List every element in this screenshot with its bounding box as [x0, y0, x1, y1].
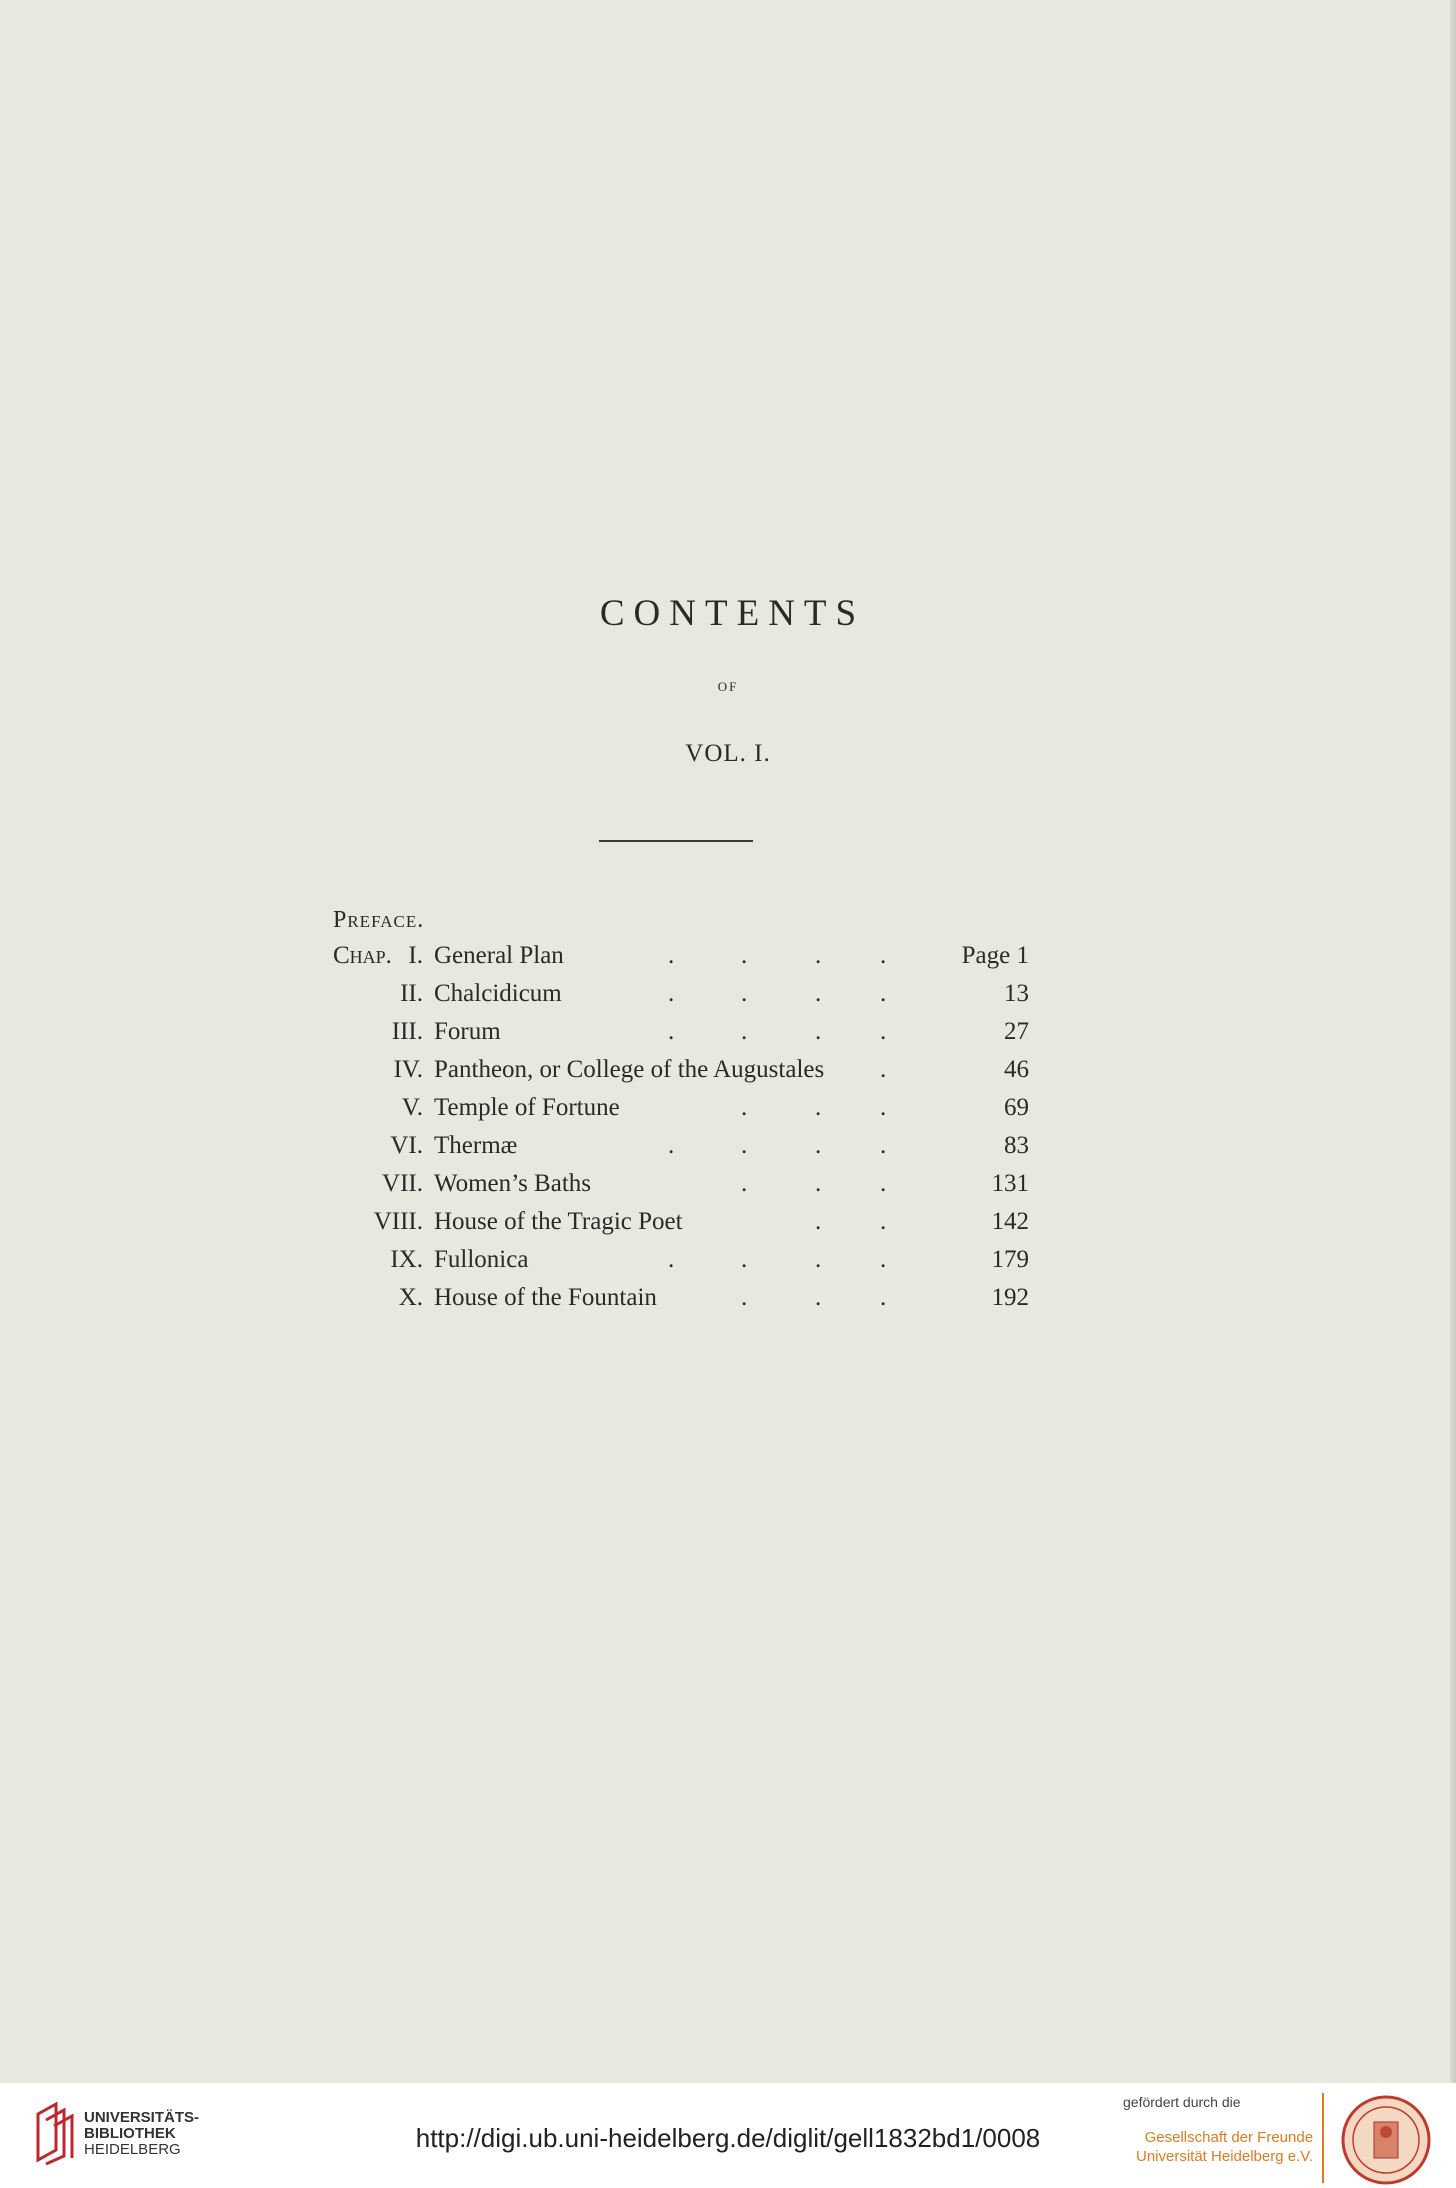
chapter-title: General Plan: [434, 942, 564, 969]
sponsor-heading: gefördert durch die: [1123, 2094, 1241, 2110]
leader-dot: .: [815, 1284, 822, 1311]
leader-dot: .: [815, 942, 822, 969]
leader-dot: .: [741, 1018, 748, 1045]
leader-dot: .: [880, 1132, 887, 1159]
chapter-title: House of the Fountain: [434, 1284, 657, 1311]
sponsor-name-line2: Universität Heidelberg e.V.: [1136, 2148, 1314, 2165]
chapter-number: V.: [401, 1094, 423, 1121]
leader-dot: .: [668, 1018, 675, 1045]
page-number: 69: [1004, 1094, 1029, 1121]
page-number: 83: [1004, 1132, 1029, 1159]
chapter-title: Women’s Baths: [434, 1170, 592, 1197]
chapter-title: Temple of Fortune: [434, 1094, 620, 1121]
toc-row: [0, 1284, 1456, 1322]
toc-row: [0, 1170, 1456, 1208]
contents-title: CONTENTS: [599, 593, 866, 634]
leader-dot: .: [741, 1170, 748, 1197]
toc-row: [0, 1208, 1456, 1246]
leader-dot: .: [815, 980, 822, 1007]
chapter-title: Thermæ: [434, 1132, 518, 1159]
leader-dot: .: [880, 942, 887, 969]
page-number: 142: [991, 1208, 1029, 1235]
divider-rule: [599, 840, 753, 842]
toc-row: [0, 1056, 1456, 1094]
sponsor-name-line1: Gesellschaft der Freunde: [1144, 2129, 1314, 2146]
chapter-title: House of the Tragic Poet: [434, 1208, 683, 1235]
footer-separator: [1322, 2093, 1324, 2183]
library-name-line3: HEIDELBERG: [84, 2141, 181, 2158]
leader-dot: .: [815, 1094, 822, 1121]
chapter-title: Pantheon, or College of the Augustales: [434, 1056, 825, 1083]
chapter-number: I.: [408, 942, 423, 969]
chapter-number: IX.: [390, 1246, 423, 1273]
chapter-number: X.: [398, 1284, 423, 1311]
leader-dot: .: [880, 980, 887, 1007]
toc-row: [0, 980, 1456, 1018]
page-number: Page 1: [961, 942, 1029, 969]
leader-dot: .: [668, 942, 675, 969]
leader-dot: .: [880, 1094, 887, 1121]
page-number: 46: [1004, 1056, 1029, 1083]
leader-dot: .: [815, 1018, 822, 1045]
chapter-number: VII.: [382, 1170, 423, 1197]
toc-row: [0, 1018, 1456, 1056]
leader-dot: .: [668, 1132, 675, 1159]
leader-dot: .: [880, 1284, 887, 1311]
page-number: 131: [991, 1170, 1029, 1197]
chapter-title: Fullonica: [434, 1246, 529, 1273]
leader-dot: .: [815, 1170, 822, 1197]
sponsor-name: [1136, 2128, 1313, 2166]
chapter-prefix: Chap.: [333, 942, 392, 969]
toc-row: [0, 1094, 1456, 1132]
toc-row: [0, 942, 1456, 980]
page-number: 192: [991, 1284, 1029, 1311]
leader-dot: .: [741, 1094, 748, 1121]
leader-dot: .: [741, 942, 748, 969]
page-number: 13: [1004, 980, 1029, 1007]
leader-dot: .: [880, 1246, 887, 1273]
leader-dot: .: [815, 1132, 822, 1159]
leader-dot: .: [668, 980, 675, 1007]
leader-dot: .: [880, 1018, 887, 1045]
leader-dot: .: [815, 1246, 822, 1273]
chapter-number: III.: [391, 1018, 423, 1045]
leader-dot: .: [741, 1284, 748, 1311]
toc-row: [0, 1132, 1456, 1170]
chapter-number: VI.: [390, 1132, 423, 1159]
source-url-link[interactable]: http://digi.ub.uni-heidelberg.de/diglit/gell1832bd1/0008: [415, 2123, 1041, 2153]
chapter-number: IV.: [393, 1056, 423, 1083]
leader-dot: .: [741, 1132, 748, 1159]
page-number: 179: [991, 1246, 1029, 1273]
leader-dot: .: [741, 1246, 748, 1273]
library-name-line2: BIBLIOTHEK: [84, 2125, 176, 2142]
chapter-title: Forum: [434, 1018, 501, 1045]
leader-dot: .: [815, 1208, 822, 1235]
chapter-title: Chalcidicum: [434, 980, 562, 1007]
leader-dot: .: [741, 980, 748, 1007]
leader-dot: .: [880, 1208, 887, 1235]
chapter-number: II.: [400, 980, 423, 1007]
contents-of: OF: [717, 679, 739, 694]
leader-dot: .: [668, 1246, 675, 1273]
library-name-line1: UNIVERSITÄTS-: [84, 2109, 200, 2126]
page-number: 27: [1004, 1018, 1029, 1045]
university-seal-icon: [1340, 2094, 1432, 2186]
volume-label: VOL. I.: [685, 740, 771, 767]
leader-dot: .: [880, 1056, 887, 1083]
preface-entry: Preface.: [333, 907, 425, 933]
toc-row: [0, 1246, 1456, 1284]
chapter-number: VIII.: [373, 1208, 423, 1235]
leader-dot: .: [880, 1170, 887, 1197]
